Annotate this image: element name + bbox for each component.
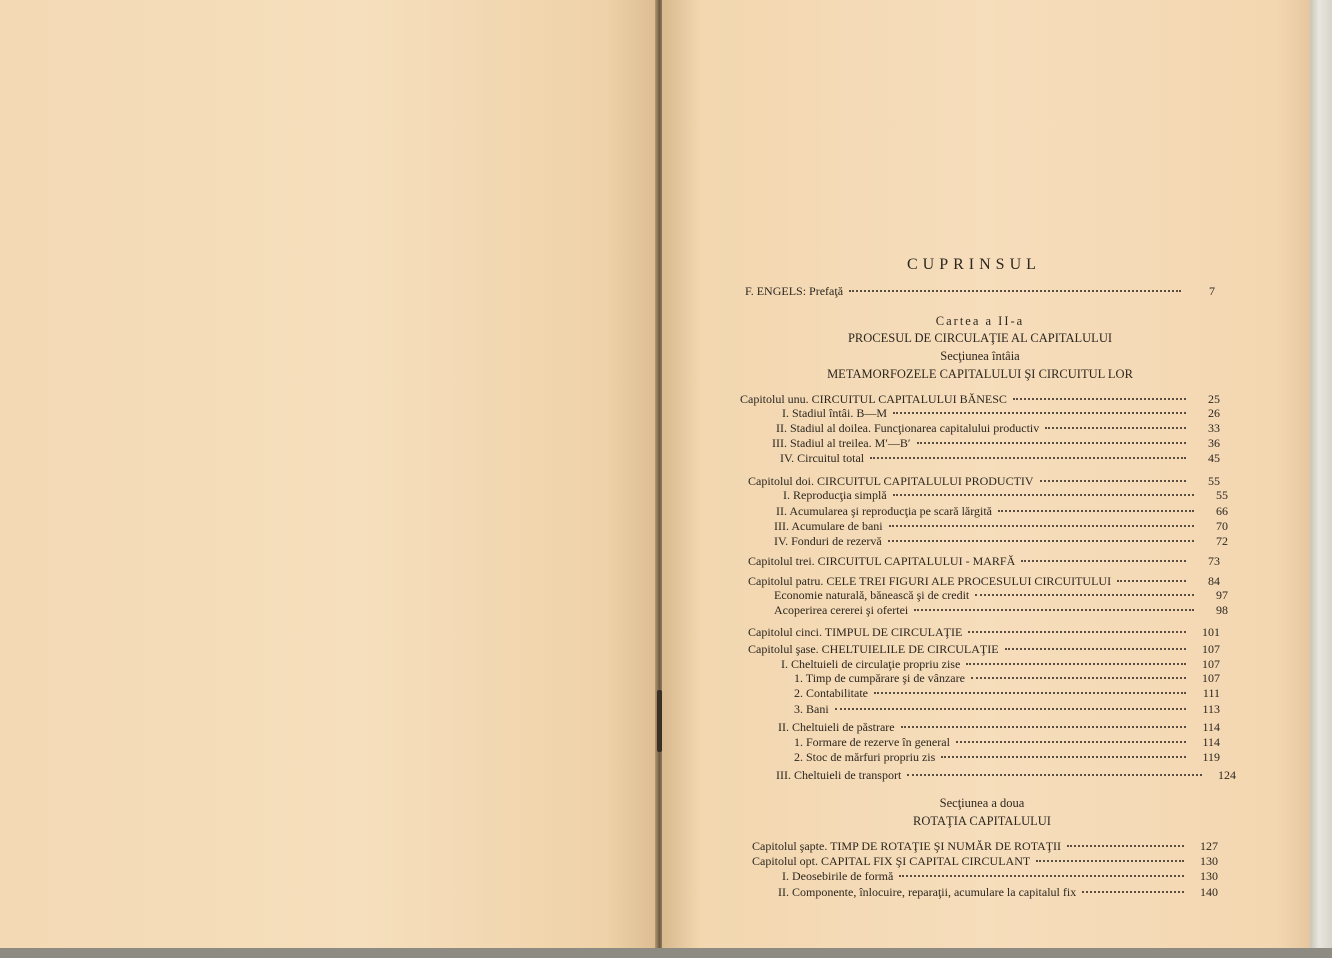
toc-row <box>748 701 1220 716</box>
leader-dots <box>874 682 1186 694</box>
leader-dots <box>901 716 1186 728</box>
toc-label: II. Stadiul al doilea. Funcţionarea capitalului productiv <box>776 421 1040 435</box>
toc-label: Economie naturală, bănească şi de credit <box>774 588 970 602</box>
toc-row <box>748 767 1236 782</box>
toc-page: 107 <box>1202 642 1220 656</box>
toc-page: 97 <box>1216 588 1228 602</box>
toc-label: III. Stadiul al treilea. M′—B′ <box>772 436 911 450</box>
toc-page: 130 <box>1200 869 1218 883</box>
section1-subtitle: METAMORFOZELE CAPITALULUI ŞI CIRCUITUL LOR <box>827 367 1133 381</box>
toc-page: 124 <box>1218 768 1236 782</box>
toc-label: 2. Contabilitate <box>794 686 868 700</box>
toc-row <box>748 624 1220 639</box>
toc-page: 70 <box>1216 519 1228 533</box>
toc-page: 98 <box>1216 603 1228 617</box>
toc-label: I. Deosebirile de formă <box>782 869 894 883</box>
toc-label: Capitolul unu. CIRCUITUL CAPITALULUI BĂNESC <box>740 392 1007 406</box>
leader-dots <box>975 584 1194 596</box>
leader-dots <box>899 865 1184 877</box>
toc-page: 140 <box>1200 885 1218 899</box>
leader-dots <box>941 746 1186 758</box>
leader-dots <box>870 447 1186 459</box>
toc-page: 26 <box>1208 406 1220 420</box>
toc-page: 101 <box>1202 625 1220 639</box>
leader-dots <box>971 667 1186 679</box>
toc-label: I. Stadiul întâi. B—M <box>782 406 887 420</box>
toc-page: 7 <box>1209 284 1215 298</box>
leader-dots <box>1045 417 1186 429</box>
leader-dots <box>889 515 1194 527</box>
toc-page: 25 <box>1208 392 1220 406</box>
left-blank-page <box>0 0 658 948</box>
toc-page: 130 <box>1200 854 1218 868</box>
toc-label: III. Cheltuieli de transport <box>776 768 902 782</box>
bottom-edge <box>0 948 1332 958</box>
toc-page: 113 <box>1202 702 1220 716</box>
toc-label: II. Componente, înlocuire, reparaţii, acumulare la capitalul fix <box>778 885 1077 899</box>
leader-dots <box>1040 470 1186 482</box>
toc-label: Capitolul şase. CHELTUIELILE DE CIRCULAŢIE <box>748 642 999 656</box>
toc-row-preface <box>745 283 1215 298</box>
leader-dots <box>893 402 1186 414</box>
toc-page: 114 <box>1202 720 1220 734</box>
toc-page: 72 <box>1216 534 1228 548</box>
toc-page: 36 <box>1208 436 1220 450</box>
leader-dots <box>1021 550 1186 562</box>
toc-page: 127 <box>1200 839 1218 853</box>
toc-page: 55 <box>1216 488 1228 502</box>
toc-label: II. Acumularea şi reproducţia pe scară lărgită <box>776 504 993 518</box>
toc-row <box>748 602 1228 617</box>
toc-label: Acoperirea cererei şi ofertei <box>774 603 909 617</box>
toc-row <box>740 450 1220 465</box>
leader-dots <box>1036 850 1184 862</box>
leader-dots <box>1067 835 1184 847</box>
toc-page: 55 <box>1208 474 1220 488</box>
toc-page: 119 <box>1202 750 1220 764</box>
toc-label: II. Cheltuieli de păstrare <box>778 720 895 734</box>
toc-page: 66 <box>1216 504 1228 518</box>
leader-dots <box>888 530 1194 542</box>
leader-dots <box>1117 570 1186 582</box>
toc-label: F. ENGELS: Prefaţă <box>745 284 844 298</box>
leader-dots <box>893 484 1194 496</box>
toc-label: III. Acumulare de bani <box>774 519 883 533</box>
toc-row <box>752 884 1218 899</box>
toc-label: 2. Stoc de mărfuri propriu zis <box>794 750 936 764</box>
toc-label: I. Reproducţia simplă <box>783 488 887 502</box>
leader-dots <box>1082 881 1184 893</box>
leader-dots <box>907 764 1202 776</box>
toc-label: Capitolul patru. CELE TREI FIGURI ALE PROCESULUI CIRCUITULUI <box>748 574 1112 588</box>
toc-page: 111 <box>1202 686 1220 700</box>
section1-title: Secţiunea întâia <box>940 349 1020 363</box>
toc-label: Capitolul opt. CAPITAL FIX ŞI CAPITAL CIRCULANT <box>752 854 1031 868</box>
toc-label: IV. Circuitul total <box>780 451 865 465</box>
toc-label: Capitolul doi. CIRCUITUL CAPITALULUI PRODUCTIV <box>748 474 1034 488</box>
toc-label: Capitolul cinci. TIMPUL DE CIRCULAŢIE <box>748 625 963 639</box>
toc-page: 33 <box>1208 421 1220 435</box>
toc-page: 73 <box>1208 554 1220 568</box>
toc-label: IV. Fonduri de rezervă <box>774 534 882 548</box>
leader-dots <box>914 599 1194 611</box>
toc-label: Capitolul trei. CIRCUITUL CAPITALULUI - MARFĂ <box>748 554 1016 568</box>
toc-label: 1. Timp de cumpărare şi de vânzare <box>794 671 965 685</box>
toc-label: Capitolul şapte. TIMP DE ROTAŢIE ŞI NUMĂR DE ROTAŢII <box>752 839 1062 853</box>
book-subtitle: PROCESUL DE CIRCULAŢIE AL CAPITALULUI <box>847 331 1113 345</box>
toc-label: 3. Bani <box>794 702 829 716</box>
toc-page: 84 <box>1208 574 1220 588</box>
book-title: Cartea a II-a <box>935 314 1025 328</box>
leader-dots <box>1005 638 1186 650</box>
leader-dots <box>1013 388 1186 400</box>
toc-label: 1. Formare de rezerve în general <box>794 735 950 749</box>
toc-row <box>748 553 1220 568</box>
leader-dots <box>956 731 1186 743</box>
toc-label: I. Cheltuieli de circulaţie propriu zise <box>781 657 961 671</box>
leader-dots <box>835 698 1186 710</box>
leader-dots <box>998 500 1194 512</box>
page-edges <box>1310 0 1332 958</box>
toc-page: 107 <box>1202 671 1220 685</box>
leader-dots <box>917 432 1186 444</box>
leader-dots <box>966 653 1186 665</box>
toc-page: 45 <box>1208 451 1220 465</box>
toc-row <box>748 749 1220 764</box>
toc-page: 114 <box>1202 735 1220 749</box>
section2-title: Secţiunea a doua <box>939 796 1025 810</box>
toc-page: 107 <box>1202 657 1220 671</box>
section2-subtitle: ROTAŢIA CAPITALULUI <box>913 814 1051 828</box>
leader-dots <box>968 621 1186 633</box>
toc-row <box>748 533 1228 548</box>
leader-dots <box>849 280 1181 292</box>
contents-title: CUPRINSUL <box>907 256 1041 273</box>
